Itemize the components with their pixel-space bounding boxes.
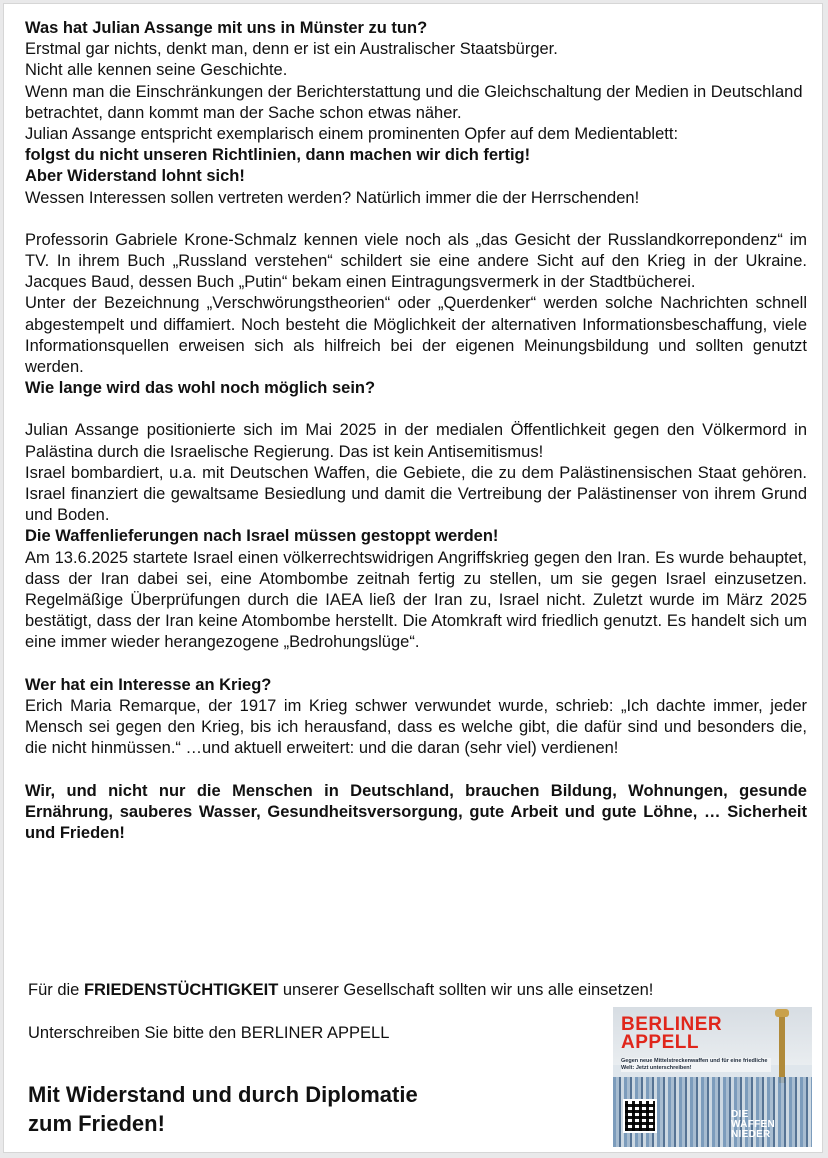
text-line: Wessen Interessen sollen vertreten werden? Natürlich immer die der Herrschenden! [25,188,640,207]
bold-keyword: FRIEDENSTÜCHTIGKEIT [83,981,279,999]
closing-slogan [28,1080,548,1138]
poster-title-line: BERLINER [621,1014,723,1035]
paragraph-israel: Israel bombardiert, u.a. mit Deutschen Waffen, die Gebiete, die zu dem Palästinensischen Staat gehören. Israel finanziert die gewaltsame Besiedlung und damit die Vertreibung der Palästinenser von ihrem Grund und Boden. [25,463,807,525]
flyer-page [3,3,823,1153]
friedenstuechtigkeit-line [28,981,788,1000]
badge-line: NIEDER [731,1129,771,1140]
paragraph-krone-schmalz: Professorin Gabriele Krone-Schmalz kennen viele noch als „das Gesicht der Russlandkorrepondenz“ im TV. In ihrem Buch „Russland verstehen“ schildert sie eine andere Sicht auf den Krieg in der Ukraine. Jacques Baud, dessen Buch „Putin“ bekam einen Eintragungsvermerk in der Stadtbücherei. [25,230,807,292]
text-fragment: Für die [28,981,84,999]
closing-line: zum Frieden! [28,1111,165,1136]
paragraph-palaestina: Julian Assange positionierte sich im Mai 2025 in der medialen Öffentlichkeit gegen den Völkermord in Palästina durch die Israelische Regierung. Das ist kein Antisemitismus! [25,421,807,461]
poster-subtitle: Gegen neue Mittelstreckenwaffen und für eine friedliche Welt: Jetzt unterschreiben! [621,1058,771,1072]
poster-title [621,1016,722,1052]
die-waffen-nieder-logo [731,1110,805,1140]
heading-interesse-krieg: Wer hat ein Interesse an Krieg? [25,675,272,694]
text-line: Wenn man die Einschränkungen der Berichterstattung und die Gleichschaltung der Medien in Deutschland betrachtet, dann kommt man der Sache schon etwas näher. [25,82,803,122]
badge-line: WAFFEN [731,1119,776,1130]
paragraph-iran: Am 13.6.2025 startete Israel einen völkerrechtswidrigen Angriffskrieg gegen den Iran. Es wurde behauptet, dass der Iran dabei sei, eine Atombombe zeitnah fertig zu stellen, um sie gegen Israel einzusetzen. Regelmäßige Überprüfungen durch die IAEA ließ der Iran zu, Israel nicht. Zuletzt wurde im März 2025 bestätigt, dass der Iran keine Atombombe herstellt. Die Atomkraft wird friedlich genutzt. Es handelt sich um eine immer wieder herangezogene „Bedrohungslüge“. [25,548,807,652]
bold-statement: folgst du nicht unseren Richtlinien, dann machen wir dich fertig! [25,146,531,165]
bold-statement: Aber Widerstand lohnt sich! [25,167,245,186]
heading-assange-muenster: Was hat Julian Assange mit uns in Münster zu tun? [25,19,428,37]
paragraph-verschwoerung: Unter der Bezeichnung „Verschwörungstheorien“ oder „Querdenker“ werden solche Nachrichten schnell abgestempelt und diffamiert. Noch besteht die Möglichkeit der alternativen Informationsbeschaffung, viele Informationsquellen erweisen sich als hilfreich bei der eigenen Meinungsbildung und sollten genutzt werden. [25,294,807,377]
victory-column-icon [779,1011,785,1083]
text-fragment: unserer Gesellschaft sollten wir uns alle einsetzen! [278,981,654,999]
text-line: Julian Assange entspricht exemplarisch einem prominenten Opfer auf dem Medientablett: [25,125,679,144]
bold-statement: Die Waffenlieferungen nach Israel müssen gestoppt werden! [25,527,499,546]
berliner-appell-poster [613,1007,812,1147]
paragraph-remarque: Erich Maria Remarque, der 1917 im Krieg schwer verwundet wurde, schrieb: „Ich dachte immer, jeder Mensch sei gegen den Krieg, bis ich herausfand, dass es welche gibt, die dafür sind und besonders die, die nicht hinmüssen.“ …und aktuell erweitert: und die daran (sehr viel) verdienen! [25,696,807,758]
flyer-text [25,18,807,844]
qr-code-icon [623,1099,657,1133]
bold-demands: Wir, und nicht nur die Menschen in Deutschland, brauchen Bildung, Wohnungen, gesunde Ernährung, sauberes Wasser, Gesundheitsversorgung, gute Arbeit und gute Löhne, … Sicherheit und Frieden! [25,781,807,842]
closing-line: Mit Widerstand und durch Diplomatie [28,1082,418,1107]
bold-question: Wie lange wird das wohl noch möglich sein? [25,379,376,398]
text-line: Nicht alle kennen seine Geschichte. [25,61,288,80]
text-line: Erstmal gar nichts, denkt man, denn er ist ein Australischer Staatsbürger. [25,40,558,59]
poster-title-line: APPELL [621,1032,699,1053]
appell-request: Unterschreiben Sie bitte den BERLINER APPELL [28,1024,390,1042]
badge-line: DIE [731,1109,749,1120]
